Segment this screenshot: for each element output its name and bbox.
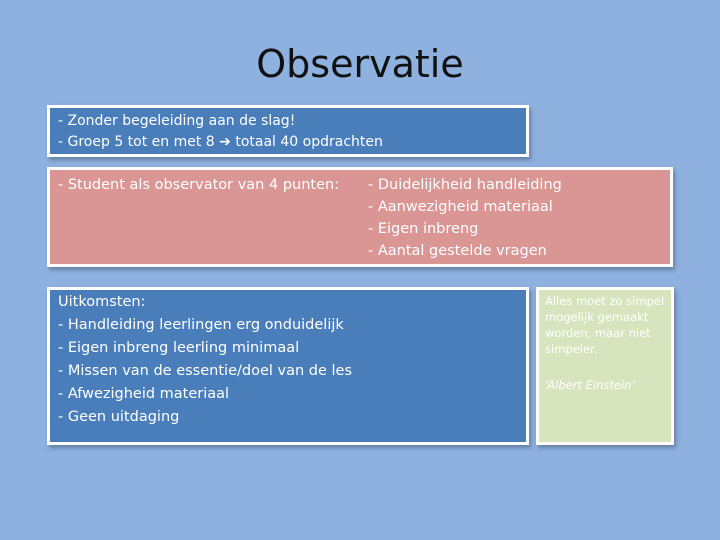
result-item: - Missen van de essentie/doel van de les — [58, 363, 353, 379]
intro-line-2-end: totaal 40 opdrachten — [230, 134, 383, 150]
result-item: - Afwezigheid materiaal — [58, 386, 230, 402]
quote-text: Alles moet zo simpel mogelijk gemaakt worden, maar niet simpeler. — [545, 294, 665, 356]
observation-point: - Duidelijkheid handleiding — [368, 177, 562, 193]
quote-box — [536, 287, 674, 445]
results-heading: Uitkomsten: — [58, 294, 146, 310]
result-item: - Geen uitdaging — [58, 409, 180, 425]
observation-point: - Aanwezigheid materiaal — [368, 199, 553, 215]
results-list — [58, 291, 352, 429]
observer-description: - Student als observator van 4 punten: — [58, 177, 340, 193]
results-box — [47, 287, 529, 445]
intro-box — [47, 105, 529, 157]
observation-points-list — [368, 174, 562, 262]
observation-points-box — [47, 167, 673, 267]
intro-line-2-start: - Groep 5 tot en met 8 — [58, 134, 220, 150]
observation-point: - Eigen inbreng — [368, 221, 479, 237]
intro-line-2 — [58, 132, 518, 153]
result-item: - Eigen inbreng leerling minimaal — [58, 340, 300, 356]
quote-author: ‘Albert Einstein’ — [545, 378, 636, 392]
result-item: - Handleiding leerlingen erg onduidelijk — [58, 317, 344, 333]
arrow-right-icon: ➔ — [219, 134, 231, 150]
observation-point: - Aantal gestelde vragen — [368, 243, 547, 259]
slide-title: Observatie — [256, 42, 464, 86]
intro-line-1: - Zonder begeleiding aan de slag! — [58, 113, 296, 129]
